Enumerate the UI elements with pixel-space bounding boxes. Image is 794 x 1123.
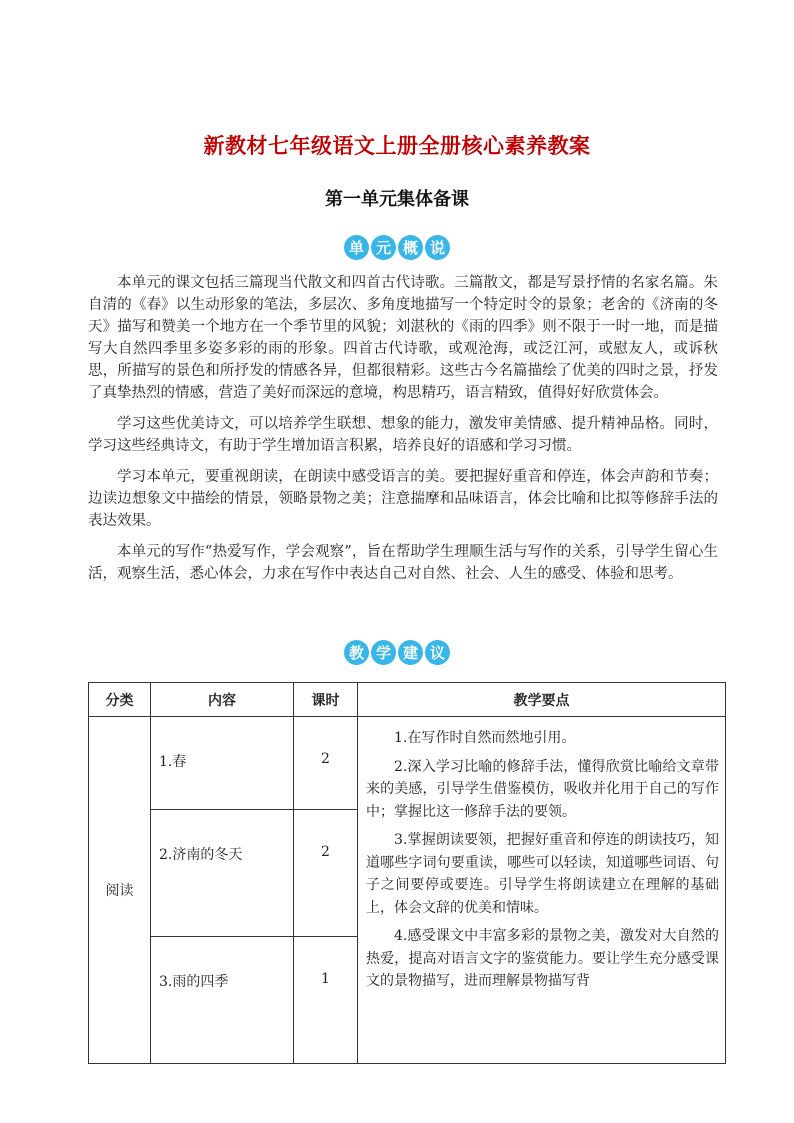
key-point: 4.感受课文中丰富多彩的景物之美，激发对大自然的热爱，提高对语言文字的鉴赏能力。要让学生充分感受课文的景物描写，进而理解景物描写背 <box>366 928 719 989</box>
badge-char: 单 <box>344 235 369 260</box>
badge-char: 元 <box>371 235 396 260</box>
hours-cell: 2 <box>294 717 358 810</box>
badge-char: 概 <box>398 235 423 260</box>
table-row <box>89 717 726 810</box>
content-cell: 3.雨的四季 <box>151 937 294 1064</box>
paragraph: 学习本单元，要重视朗读，在朗读中感受语言的美。要把握好重音和停连，体会声韵和节奏；边读边想象文中描绘的情景，领略景物之美；注意揣摩和品味语言，体会比喻和比拟等修辞手法的表达效果。 <box>88 469 718 529</box>
table-header-row <box>89 683 726 717</box>
teaching-plan-table <box>88 682 726 1064</box>
badge-char: 建 <box>398 640 423 665</box>
paragraph: 本单元的写作“热爱写作，学会观察”，旨在帮助学生理顺生活与写作的关系，引导学生留心生活，观察生活，悉心体会，力求在写作中表达自己对自然、社会、人生的感受、体验和思考。 <box>88 544 718 582</box>
document-title: 新教材七年级语文上册全册核心素养教案 <box>203 133 591 158</box>
key-points-cell <box>358 717 726 1064</box>
paragraph: 本单元的课文包括三篇现当代散文和四首古代诗歌。三篇散文，都是写景抒情的名家名篇。朱自清的《春》以生动形象的笔法，多层次、多角度地描写一个特定时令的景象；老舍的《济南的冬天》描写和赞美一个地方在一个季节里的风貌；刘湛秋的《雨的四季》则不限于一时一地，而是描写大自然四季里多姿多彩的雨的形象。四首古代诗歌，或观沧海，或泛江河，或慰友人，或诉秋思，所描写的景色和所抒发的情感各异，但都很精彩。这些古今名篇描绘了优美的四时之景，抒发了真挚热烈的情感，营造了美好而深远的意境，构思精巧，语言精致，值得好好欣赏体会。 <box>88 275 718 401</box>
paragraph: 学习这些优美诗文，可以培养学生联想、想象的能力，激发审美情感、提升精神品格。同时，学习这些经典诗文，有助于学生增加语言积累，培养良好的语感和学习习惯。 <box>88 416 718 454</box>
header-hours: 课时 <box>294 683 358 717</box>
key-point: 1.在写作时自然而然地引用。 <box>394 730 576 746</box>
header-content: 内容 <box>151 683 294 717</box>
badge-char: 学 <box>371 640 396 665</box>
section-badge-teaching-suggestions <box>0 640 794 665</box>
badge-char: 说 <box>425 235 450 260</box>
header-category: 分类 <box>89 683 151 717</box>
badge-char: 议 <box>425 640 450 665</box>
content-cell: 1.春 <box>151 717 294 810</box>
section-badge-unit-overview <box>0 235 794 260</box>
hours-cell: 1 <box>294 937 358 1064</box>
content-cell: 2.济南的冬天 <box>151 810 294 937</box>
header-key-points: 教学要点 <box>358 683 726 717</box>
unit-subtitle: 第一单元集体备课 <box>325 189 469 210</box>
category-cell: 阅读 <box>89 717 151 1064</box>
key-point: 3.掌握朗读要领，把握好重音和停连的朗读技巧，知道哪些字词句要重读，哪些可以轻读，知道哪些词语、句子之间要停或要连。引导学生将朗读建立在理解的基础上，体会文辞的优美和情味。 <box>366 832 719 916</box>
key-point: 2.深入学习比喻的修辞手法，懂得欣赏比喻给文章带来的美感，引导学生借鉴模仿，吸收并化用于自己的写作中；掌握比这一修辞手法的要领。 <box>366 758 719 820</box>
badge-char: 教 <box>344 640 369 665</box>
unit-overview-text <box>88 272 718 594</box>
hours-cell: 2 <box>294 810 358 937</box>
